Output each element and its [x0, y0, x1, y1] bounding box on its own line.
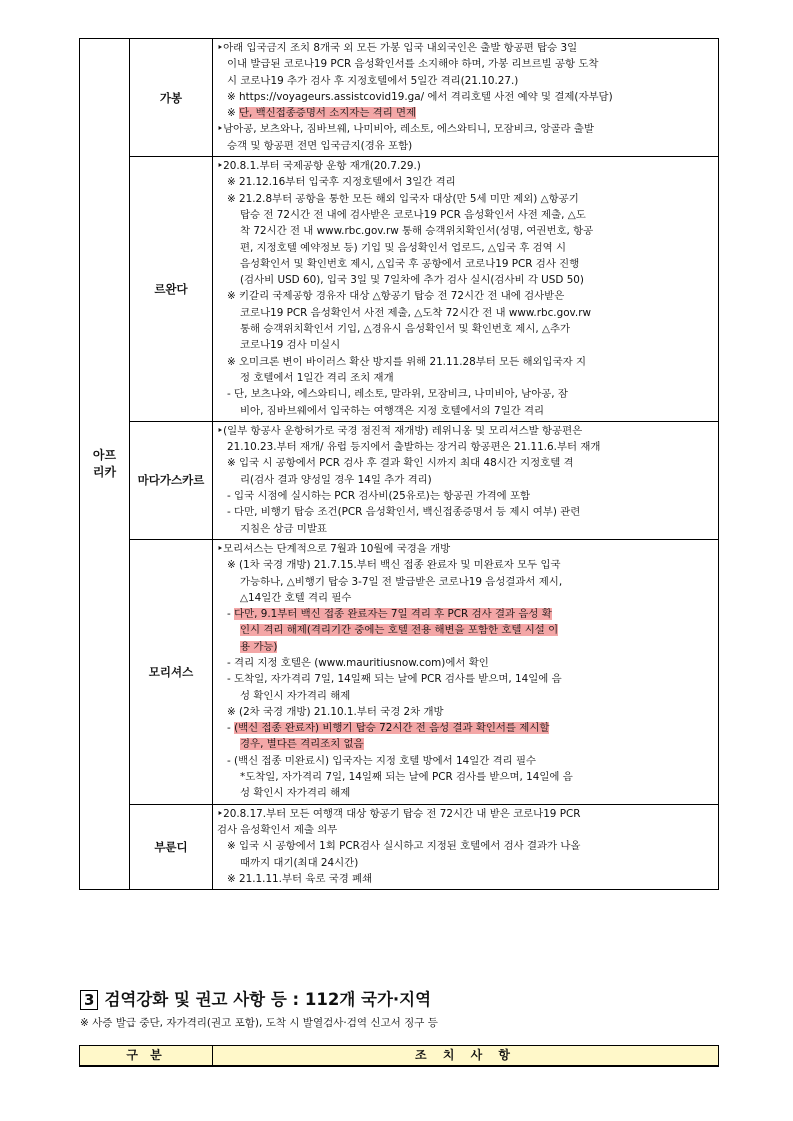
- measure-line: [217, 321, 712, 337]
- measure-text: - 격리 지정 호텔은 (www.mauritiusnow.com)에서 확인: [227, 656, 489, 669]
- header-category: 구 분: [80, 1046, 213, 1065]
- measures-cell: [213, 804, 719, 889]
- measure-text: 정 호텔에서 1일간 격리 조치 재개: [240, 371, 394, 384]
- measure-text: 성 확인시 자가격리 해제: [240, 787, 351, 800]
- measure-line: [217, 207, 712, 223]
- measure-text: 성 확인시 자가격리 해제: [240, 689, 351, 702]
- measure-text: ※: [227, 107, 240, 120]
- measure-line: [217, 753, 712, 769]
- measure-line: [217, 305, 712, 321]
- measure-line: [217, 73, 712, 89]
- measure-line: [217, 720, 712, 736]
- header-measures: 조 치 사 항: [415, 1048, 516, 1062]
- measure-line: [217, 121, 712, 137]
- table-row: [80, 157, 719, 422]
- measure-line: [217, 439, 712, 455]
- measure-text: ※ 입국 시 공항에서 PCR 검사 후 결과 확인 시까지 최대 48시간 지정호텔 격: [227, 457, 574, 470]
- measure-text: 착 72시간 전 내 www.rbc.gov.rw 통해 승객위치확인서(성명, 여권번호, 항공: [240, 225, 594, 238]
- measure-line: [217, 354, 712, 370]
- measure-text: 21.10.23.부터 재개/ 유럽 등지에서 출발하는 장거리 항공편은 21.11.6.부터 재개: [227, 441, 601, 454]
- measure-text: ‣모리셔스는 단계적으로 7월과 10월에 국경을 개방: [217, 542, 451, 555]
- measure-line: [217, 223, 712, 239]
- measures-cell: [213, 539, 719, 804]
- country-name: 르완다: [130, 157, 213, 422]
- measure-text: ※ https://voyageurs.assistcovid19.ga/ 에서 격리호텔 사전 예약 및 결제(자부담): [227, 90, 613, 103]
- measure-line: [217, 272, 712, 288]
- measure-text: 이내 발급된 코로나19 PCR 음성확인서를 소지해야 하며, 가봉 리브르빌 공항 도착: [227, 58, 599, 71]
- measure-text: - 단, 보츠나와, 에스와티니, 레소토, 말라위, 모잠비크, 나미비아, 남아공, 잠: [227, 388, 568, 401]
- measure-text: ※ 키갈리 국제공항 경유자 대상 △항공기 탑승 전 72시간 전 내에 검사받은: [227, 290, 565, 303]
- measure-text: 리(검사 결과 양성일 경우 14일 추가 격리): [240, 473, 432, 486]
- measure-line: [217, 671, 712, 687]
- measure-text: 검사 음성확인서 제출 의무: [217, 823, 338, 836]
- measures-cell: [213, 157, 719, 422]
- measures-cell: [213, 39, 719, 157]
- measure-line: [217, 370, 712, 386]
- measure-line: [217, 174, 712, 190]
- table-row: [80, 539, 719, 804]
- country-name: 마다가스카르: [130, 421, 213, 539]
- measure-text: ‣아래 입국금지 조치 8개국 외 모든 가봉 입국 내외국인은 출발 항공편 탑승 3일: [217, 42, 578, 54]
- measure-line: [217, 158, 712, 174]
- highlighted-text: 단, 백신접종증명서 소지자는 격리 면제: [239, 107, 417, 120]
- measure-line: [217, 590, 712, 606]
- measure-line: [217, 688, 712, 704]
- measure-text: - 도착일, 자가격리 7일, 14일째 되는 날에 PCR 검사를 받으며, 14일에 음: [227, 673, 562, 686]
- section-title-text: 검역강화 및 권고 사항 등 : 112개 국가·지역: [104, 990, 432, 1009]
- measure-line: [217, 541, 712, 557]
- measure-line: [217, 105, 712, 121]
- measure-line: [217, 736, 712, 752]
- measure-line: [217, 256, 712, 272]
- measure-text: ‣20.8.17.부터 모든 여행객 대상 항공기 탑승 전 72시간 내 받은 코로나19 PCR: [217, 807, 581, 820]
- measure-text: *도착일, 자가격리 7일, 14일째 되는 날에 PCR 검사를 받으며, 14일에 음: [240, 771, 573, 784]
- measure-line: [217, 871, 712, 887]
- measure-text: -: [227, 608, 235, 621]
- measure-text: 가능하나, △비행기 탑승 3-7일 전 발급받은 코로나19 음성결과서 제시,: [240, 575, 563, 588]
- measure-line: [217, 337, 712, 353]
- measure-text: 때까지 대기(최대 24시간): [240, 856, 359, 869]
- measure-line: [217, 288, 712, 304]
- highlighted-text: 다만, 9.1부터 백신 접종 완료자는 7일 격리 후 PCR 검사 결과 음성 확: [234, 608, 552, 621]
- highlighted-text: (백신 접종 완료자) 비행기 탑승 72시간 전 음성 결과 확인서를 제시할: [234, 722, 550, 735]
- measure-line: [217, 769, 712, 785]
- measure-line: [217, 56, 712, 72]
- country-name: 가봉: [130, 39, 213, 157]
- measure-line: [217, 806, 712, 822]
- measure-text: ※ 21.12.16부터 입국후 지정호텔에서 3일간 격리: [227, 176, 456, 189]
- table-row: [80, 39, 719, 157]
- measure-text: 편, 지정호텔 예약정보 등) 기입 및 음성확인서 업로드, △입국 후 검역 시: [240, 241, 566, 254]
- measure-text: ‣남아공, 보츠와나, 짐바브웨, 나미비아, 레소토, 에스와티니, 모잠비크, 앙골라 출발: [217, 123, 594, 136]
- measure-line: [217, 639, 712, 655]
- measure-text: ※ 오미크론 변이 바이러스 확산 방지를 위해 21.11.28부터 모든 해외입국자 지: [227, 355, 587, 368]
- measure-line: [217, 855, 712, 871]
- measure-text: - (백신 접종 미완료시) 입국자는 지정 호텔 방에서 14일간 격리 필수: [227, 754, 537, 767]
- measure-text: 승객 및 항공편 전면 입국금지(경유 포함): [227, 139, 413, 152]
- measure-text: 음성확인서 및 확인번호 제시, △입국 후 공항에서 코로나19 PCR 검사 진행: [240, 257, 580, 270]
- highlighted-text: 용 가능): [240, 640, 278, 653]
- measure-line: [217, 822, 712, 838]
- measure-line: [217, 191, 712, 207]
- country-measures-table: [79, 38, 719, 890]
- measures-cell: [213, 421, 719, 539]
- section-number: 3: [80, 990, 98, 1010]
- measure-line: [217, 838, 712, 854]
- measure-line: [217, 472, 712, 488]
- region-cell: 아프 리카: [80, 39, 130, 890]
- measure-line: [217, 521, 712, 537]
- measure-line: [217, 655, 712, 671]
- measure-line: [217, 403, 712, 419]
- measure-text: ※ (1차 국경 개방) 21.7.15.부터 백신 접종 완료자 및 미완료자 모두 입국: [227, 559, 561, 572]
- country-name: 부룬디: [130, 804, 213, 889]
- measure-text: 탑승 전 72시간 전 내에 검사받은 코로나19 PCR 음성확인서 사전 제출, △도: [240, 208, 586, 221]
- measure-line: [217, 504, 712, 520]
- measure-text: -: [227, 722, 235, 735]
- measure-text: ※ (2차 국경 개방) 21.10.1.부터 국경 2차 개방: [227, 705, 444, 718]
- measure-line: [217, 240, 712, 256]
- measure-text: ‣(일부 항공사 운항허가로 국경 점진적 재개방) 레위니옹 및 모리셔스발 항공편은: [217, 424, 583, 437]
- measure-line: [217, 704, 712, 720]
- measure-text: 비아, 짐바브웨에서 입국하는 여행객은 지정 호텔에서의 7일간 격리: [240, 404, 545, 417]
- highlighted-text: 인시 격리 해제(격리기간 중에는 호텔 전용 해변을 포함한 호텔 시설 이: [240, 624, 559, 637]
- measure-text: 코로나19 PCR 음성확인서 사전 제출, △도착 72시간 전 내 www.rbc.gov.rw: [240, 306, 591, 319]
- measure-text: 코로나19 검사 미실시: [240, 339, 341, 352]
- measure-line: [217, 455, 712, 471]
- measures-table-header: [79, 1045, 719, 1067]
- measure-text: ※ 21.1.11.부터 육로 국경 폐쇄: [227, 872, 373, 885]
- measure-line: [217, 488, 712, 504]
- measure-line: [217, 386, 712, 402]
- measure-line: [217, 138, 712, 154]
- measure-text: △14일간 호텔 격리 필수: [240, 591, 352, 604]
- section-note: ※ 사증 발급 중단, 자가격리(권고 포함), 도착 시 발열검사·검역 신고서 징구 등: [80, 1017, 438, 1029]
- measure-text: 지침은 상금 미발표: [240, 522, 327, 535]
- measure-line: [217, 40, 712, 56]
- measure-text: ※ 입국 시 공항에서 1회 PCR검사 실시하고 지정된 호텔에서 검사 결과가 나올: [227, 840, 581, 853]
- table-row: [80, 421, 719, 539]
- highlighted-text: 경우, 별다른 격리조치 없음: [240, 738, 364, 751]
- measure-text: (검사비 USD 60), 입국 3일 및 7일차에 추가 검사 실시(검사비 각 USD 50): [240, 274, 584, 287]
- measure-text: - 다만, 비행기 탑승 조건(PCR 음성확인서, 백신접종증명서 등 제시 여부) 관련: [227, 506, 581, 519]
- table-row: [80, 804, 719, 889]
- measure-text: 통해 승객위치확인서 기입, △경유시 음성확인서 및 확인번호 제시, △추가: [240, 323, 571, 336]
- measure-text: ※ 21.2.8부터 공항을 통한 모든 해외 입국자 대상(만 5세 미만 제외) △항공기: [227, 192, 579, 205]
- measure-line: [217, 574, 712, 590]
- measure-line: [217, 785, 712, 801]
- country-name: 모리셔스: [130, 539, 213, 804]
- measure-line: [217, 423, 712, 439]
- measure-line: [217, 606, 712, 622]
- measure-line: [217, 622, 712, 638]
- section-heading: [80, 986, 431, 1010]
- measure-line: [217, 557, 712, 573]
- measure-line: [217, 89, 712, 105]
- measure-text: 시 코로나19 추가 검사 후 지정호텔에서 5일간 격리(21.10.27.): [227, 74, 519, 87]
- measure-text: ‣20.8.1.부터 국제공항 운항 재개(20.7.29.): [217, 160, 421, 173]
- measure-text: - 입국 시점에 실시하는 PCR 검사비(25유로)는 항공권 가격에 포함: [227, 490, 531, 503]
